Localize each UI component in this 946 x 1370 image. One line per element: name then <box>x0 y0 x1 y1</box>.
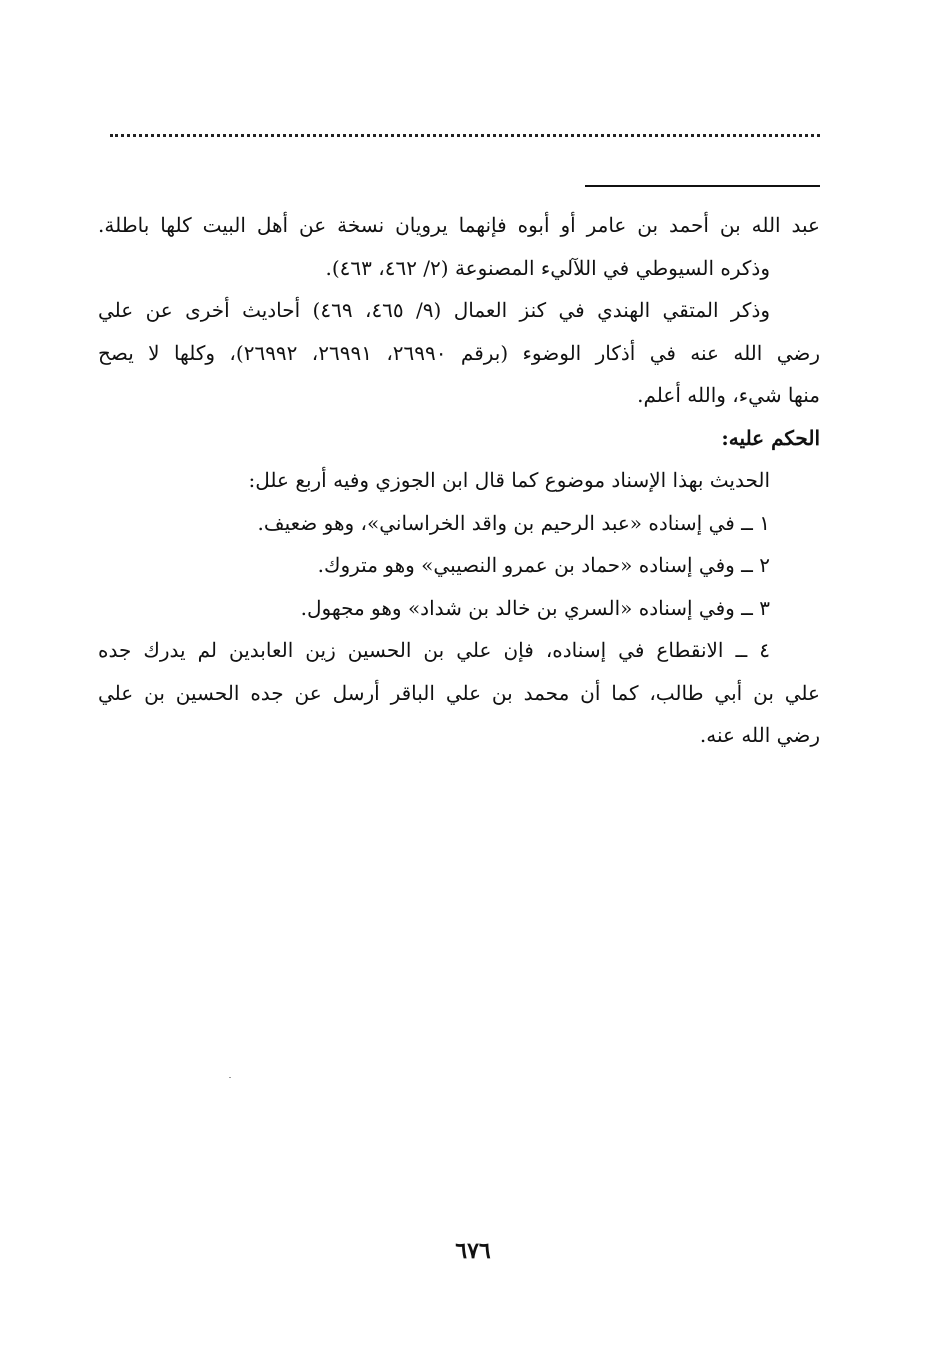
list-item: ٢ ــ وفي إسناده «حماد بن عمرو النصيبي» وهو متروك. <box>317 553 770 577</box>
text-line: وذكره السيوطي في اللآليء المصنوعة (٢/ ٤٦٢، ٤٦٣). <box>325 255 770 280</box>
list-item: ٣ ــ وفي إسناده «السري بن خالد بن شداد» وهو مجهول. <box>300 595 770 620</box>
text-line: وذكر المتقي الهندي في كنز العمال (٩/ ٤٦٥، ٤٦٩) أحاديث أخرى عن علي <box>98 298 771 322</box>
scan-speck <box>229 1077 231 1078</box>
list-item: ٤ ــ الانقطاع في إسناده، فإن علي بن الحسين زين العابدين لم يدرك جده <box>98 638 770 662</box>
section-heading: الحكم عليه: <box>721 425 820 450</box>
list-item: ١ ــ في إسناده «عبد الرحيم بن واقد الخراساني»، وهو ضعيف. <box>257 510 770 535</box>
page-number: ٦٧٦ <box>455 1238 491 1264</box>
text-line: الحديث بهذا الإسناد موضوع كما قال ابن الجوزي وفيه أربع علل: <box>248 468 770 492</box>
text-line: عبد الله بن أحمد بن عامر أو أبوه فإنهما يرويان نسخة عن أهل البيت كلها باطلة. <box>98 213 820 237</box>
body-text <box>98 204 820 757</box>
text-line: رضي الله عنه في أذكار الوضوء (برقم ٢٦٩٩٠، ٢٦٩٩١، ٢٦٩٩٢)، وكلها لا يصح <box>98 340 820 365</box>
text-line: رضي الله عنه. <box>699 723 820 747</box>
dotted-separator <box>110 134 820 137</box>
footnote-rule <box>585 185 820 187</box>
text-line: منها شيء، والله أعلم. <box>637 383 820 407</box>
text-line: علي بن أبي طالب، كما أن محمد بن علي الباقر أرسل عن جده الحسين بن علي <box>98 680 820 705</box>
